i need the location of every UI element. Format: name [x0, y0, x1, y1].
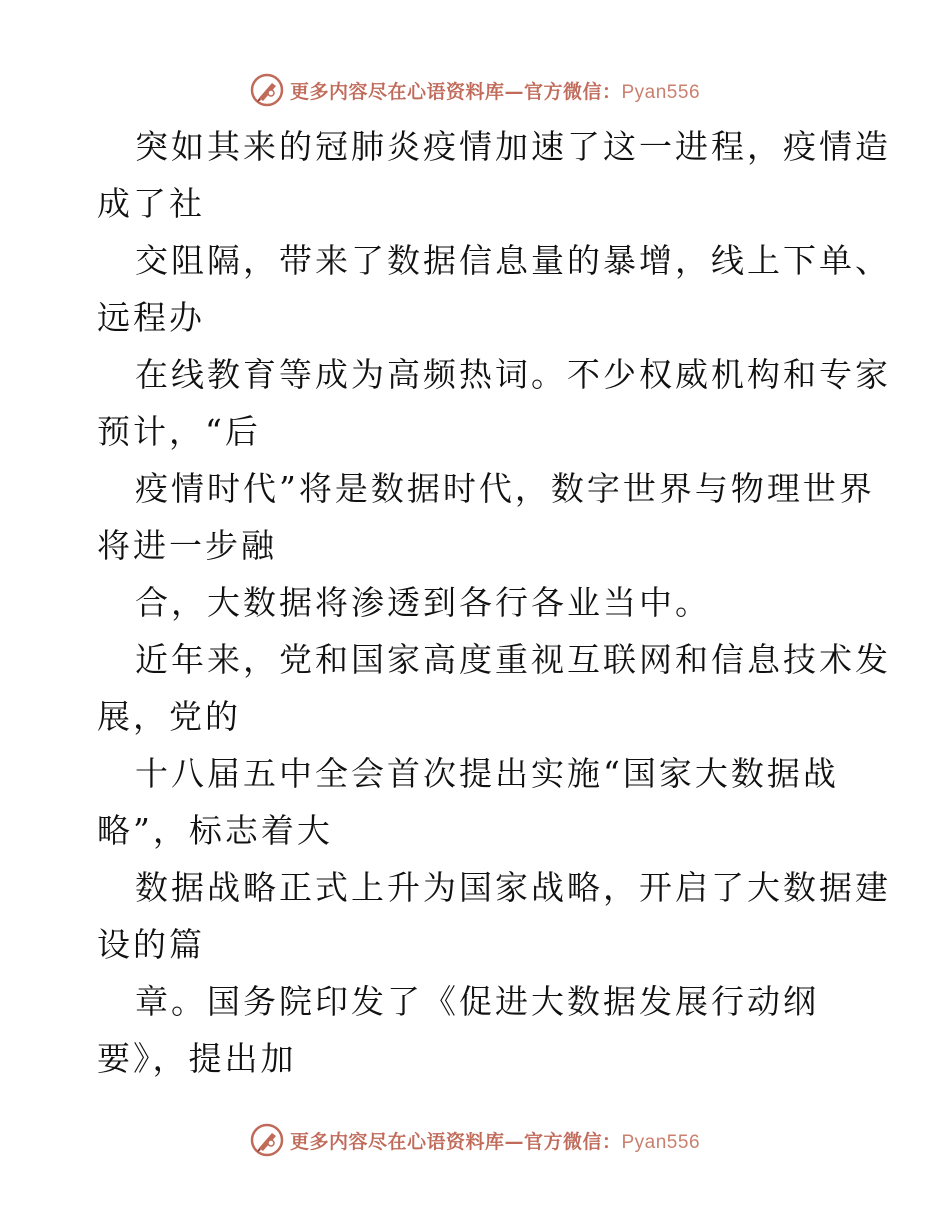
header-brand-line [290, 77, 700, 104]
text-line: 近年来，党和国家高度重视互联网和信息技术发 [135, 640, 891, 679]
text-line: 展，党的 [97, 697, 241, 736]
document-body [97, 118, 891, 1087]
text-line: 设的篇 [97, 925, 205, 964]
text-line: 合，大数据将渗透到各行各业当中。 [135, 583, 711, 622]
text-line: 略”，标志着大 [97, 811, 333, 850]
header-wechat-label: 官方微信： [523, 80, 622, 103]
footer-banner [0, 1120, 950, 1160]
pen-logo-icon [250, 1123, 284, 1157]
text-line: 在线教育等成为高频热词。不少权威机构和专家 [135, 355, 891, 394]
header-brand-text: 更多内容尽在心语资料库 [289, 80, 505, 103]
footer-brand-line [290, 1127, 700, 1154]
text-line: 要》，提出加 [97, 1039, 297, 1078]
footer-separator: — [504, 1130, 524, 1153]
header-wechat-id: Pyan556 [621, 81, 701, 103]
text-line: 疫情时代”将是数据时代，数字世界与物理世界 [135, 469, 875, 508]
text-line: 十八届五中全会首次提出实施“国家大数据战 [135, 754, 839, 793]
footer-wechat-label: 官方微信： [523, 1130, 622, 1153]
text-line: 成了社 [97, 184, 205, 223]
header-separator: — [504, 80, 524, 103]
text-line: 交阻隔，带来了数据信息量的暴增，线上下单、 [135, 241, 891, 280]
text-line: 远程办 [97, 298, 205, 337]
text-line: 突如其来的冠肺炎疫情加速了这一进程，疫情造 [135, 127, 891, 166]
text-line: 预计，“后 [97, 412, 261, 451]
header-banner [0, 70, 950, 110]
footer-brand-text: 更多内容尽在心语资料库 [289, 1130, 505, 1153]
footer-wechat-id: Pyan556 [621, 1131, 701, 1153]
text-line: 数据战略正式上升为国家战略，开启了大数据建 [135, 868, 891, 907]
pen-logo-icon [250, 73, 284, 107]
text-line: 章。国务院印发了《促进大数据发展行动纲 [135, 982, 819, 1021]
text-line: 将进一步融 [97, 526, 277, 565]
